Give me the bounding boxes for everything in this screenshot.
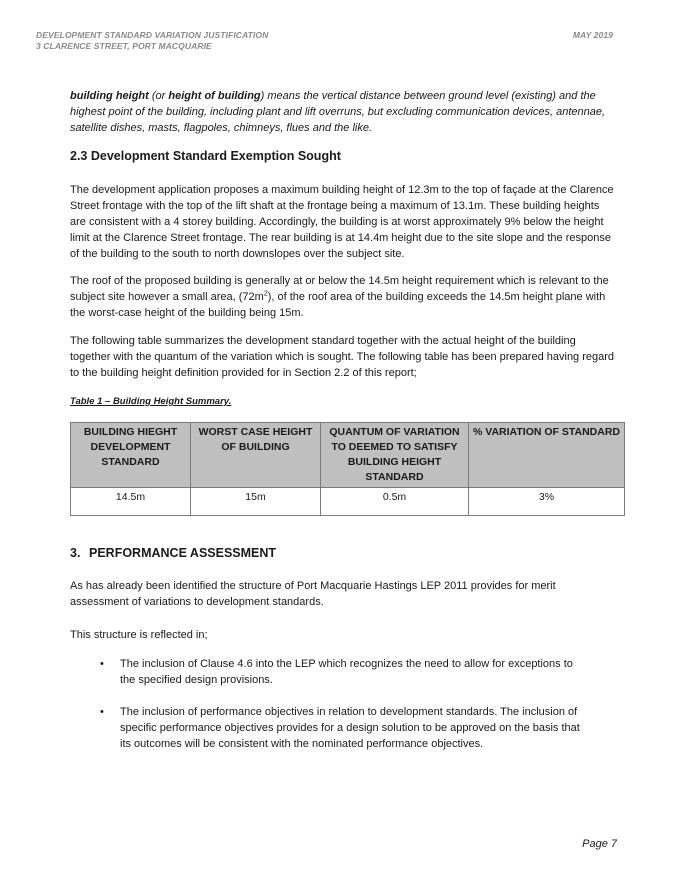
table-cell: 14.5m bbox=[71, 488, 191, 516]
page-number: Page 7 bbox=[582, 838, 617, 850]
header-address: 3 CLARENCE STREET, PORT MACQUARIE bbox=[36, 41, 212, 51]
column-header: QUANTUM OF VARIATION TO DEEMED TO SATISFY BUILDING HEIGHT STANDARD bbox=[321, 423, 469, 488]
paragraph-structure-reflected: This structure is reflected in; bbox=[70, 629, 208, 641]
paragraph-roof-height bbox=[70, 273, 618, 321]
header-title: DEVELOPMENT STANDARD VARIATION JUSTIFICATION bbox=[36, 30, 269, 40]
table-cell: 15m bbox=[191, 488, 321, 516]
header-date: MAY 2019 bbox=[572, 30, 613, 40]
building-height-definition bbox=[70, 88, 618, 136]
roof-text-before: The roof of the proposed building is generally at or below the 14.5m height requirement which is relevant to the subject site however a small area, (72m bbox=[70, 275, 609, 303]
column-header: % VARIATION OF STANDARD bbox=[469, 423, 625, 488]
section-number: 3. bbox=[70, 546, 81, 560]
column-header: WORST CASE HEIGHT OF BUILDING bbox=[191, 423, 321, 488]
paragraph-merit-assessment: As has already been identified the structure of Port Macquarie Hastings LEP 2011 provides for merit assessment of variations to development standards. bbox=[70, 580, 556, 608]
paragraph-table-intro: The following table summarizes the development standard together with the actual height of the building together with the quantum of the variation which is sought. The following table has been prepared having regard to the building height definition provided for in Section 2.2 of this report; bbox=[70, 335, 615, 379]
building-height-summary-table bbox=[70, 422, 625, 516]
roof-text-after: ), of the roof area of the building exceeds the 14.5m height plane with the worst-case height of the building being 15m. bbox=[70, 291, 606, 319]
running-header bbox=[36, 30, 268, 52]
bullet-icon: • bbox=[100, 658, 104, 670]
definition-alt-term: height of building bbox=[168, 90, 261, 102]
table-cell: 3% bbox=[469, 488, 625, 516]
section-title: PERFORMANCE ASSESSMENT bbox=[89, 546, 277, 560]
superscript-2: 2 bbox=[263, 290, 268, 298]
paragraph-proposed-heights: The development application proposes a maximum building height of 12.3m to the top of façade at the Clarence Street frontage with the top of the lift shaft at the frontage being a maximum of 13.1m. These building heights are consistent with a 4 storey building. Accordingly, the building is at worst approximately 9% below the height limit at the Clarence Street frontage. The rear building is at 14.4m height due to the site slope and the response of the building to the south to north downslopes over the subject site. bbox=[70, 184, 614, 260]
table-header-row bbox=[71, 423, 625, 488]
table-cell: 0.5m bbox=[321, 488, 469, 516]
bullet-text: The inclusion of Clause 4.6 into the LEP which recognizes the need to allow for exceptions to the specified design provisions. bbox=[120, 658, 573, 686]
definition-alt-open: (or bbox=[148, 90, 169, 102]
bullet-icon: • bbox=[100, 706, 104, 718]
section-heading-3 bbox=[70, 546, 276, 560]
bullet-text: The inclusion of performance objectives in relation to development standards. The inclusion of specific performance objectives provides for a design solution to be approved on the basis that its outcomes will be consistent with the nominated performance objectives. bbox=[120, 706, 580, 750]
bullet-item bbox=[100, 656, 580, 688]
definition-term: building height bbox=[70, 90, 149, 102]
bullet-item bbox=[100, 704, 580, 752]
definition-text: ) means the vertical distance between ground level (existing) and the highest point of the building, including plant and lift overruns, but excluding communication devices, antennae, satellite dishes, masts, flagpoles, chimneys, flues and the like. bbox=[70, 90, 606, 134]
table-caption: Table 1 – Building Height Summary. bbox=[70, 396, 232, 407]
column-header: BUILDING HIEGHT DEVELOPMENT STANDARD bbox=[71, 423, 191, 488]
section-heading-2-3: 2.3 Development Standard Exemption Sought bbox=[70, 149, 341, 163]
table-row bbox=[71, 488, 625, 516]
